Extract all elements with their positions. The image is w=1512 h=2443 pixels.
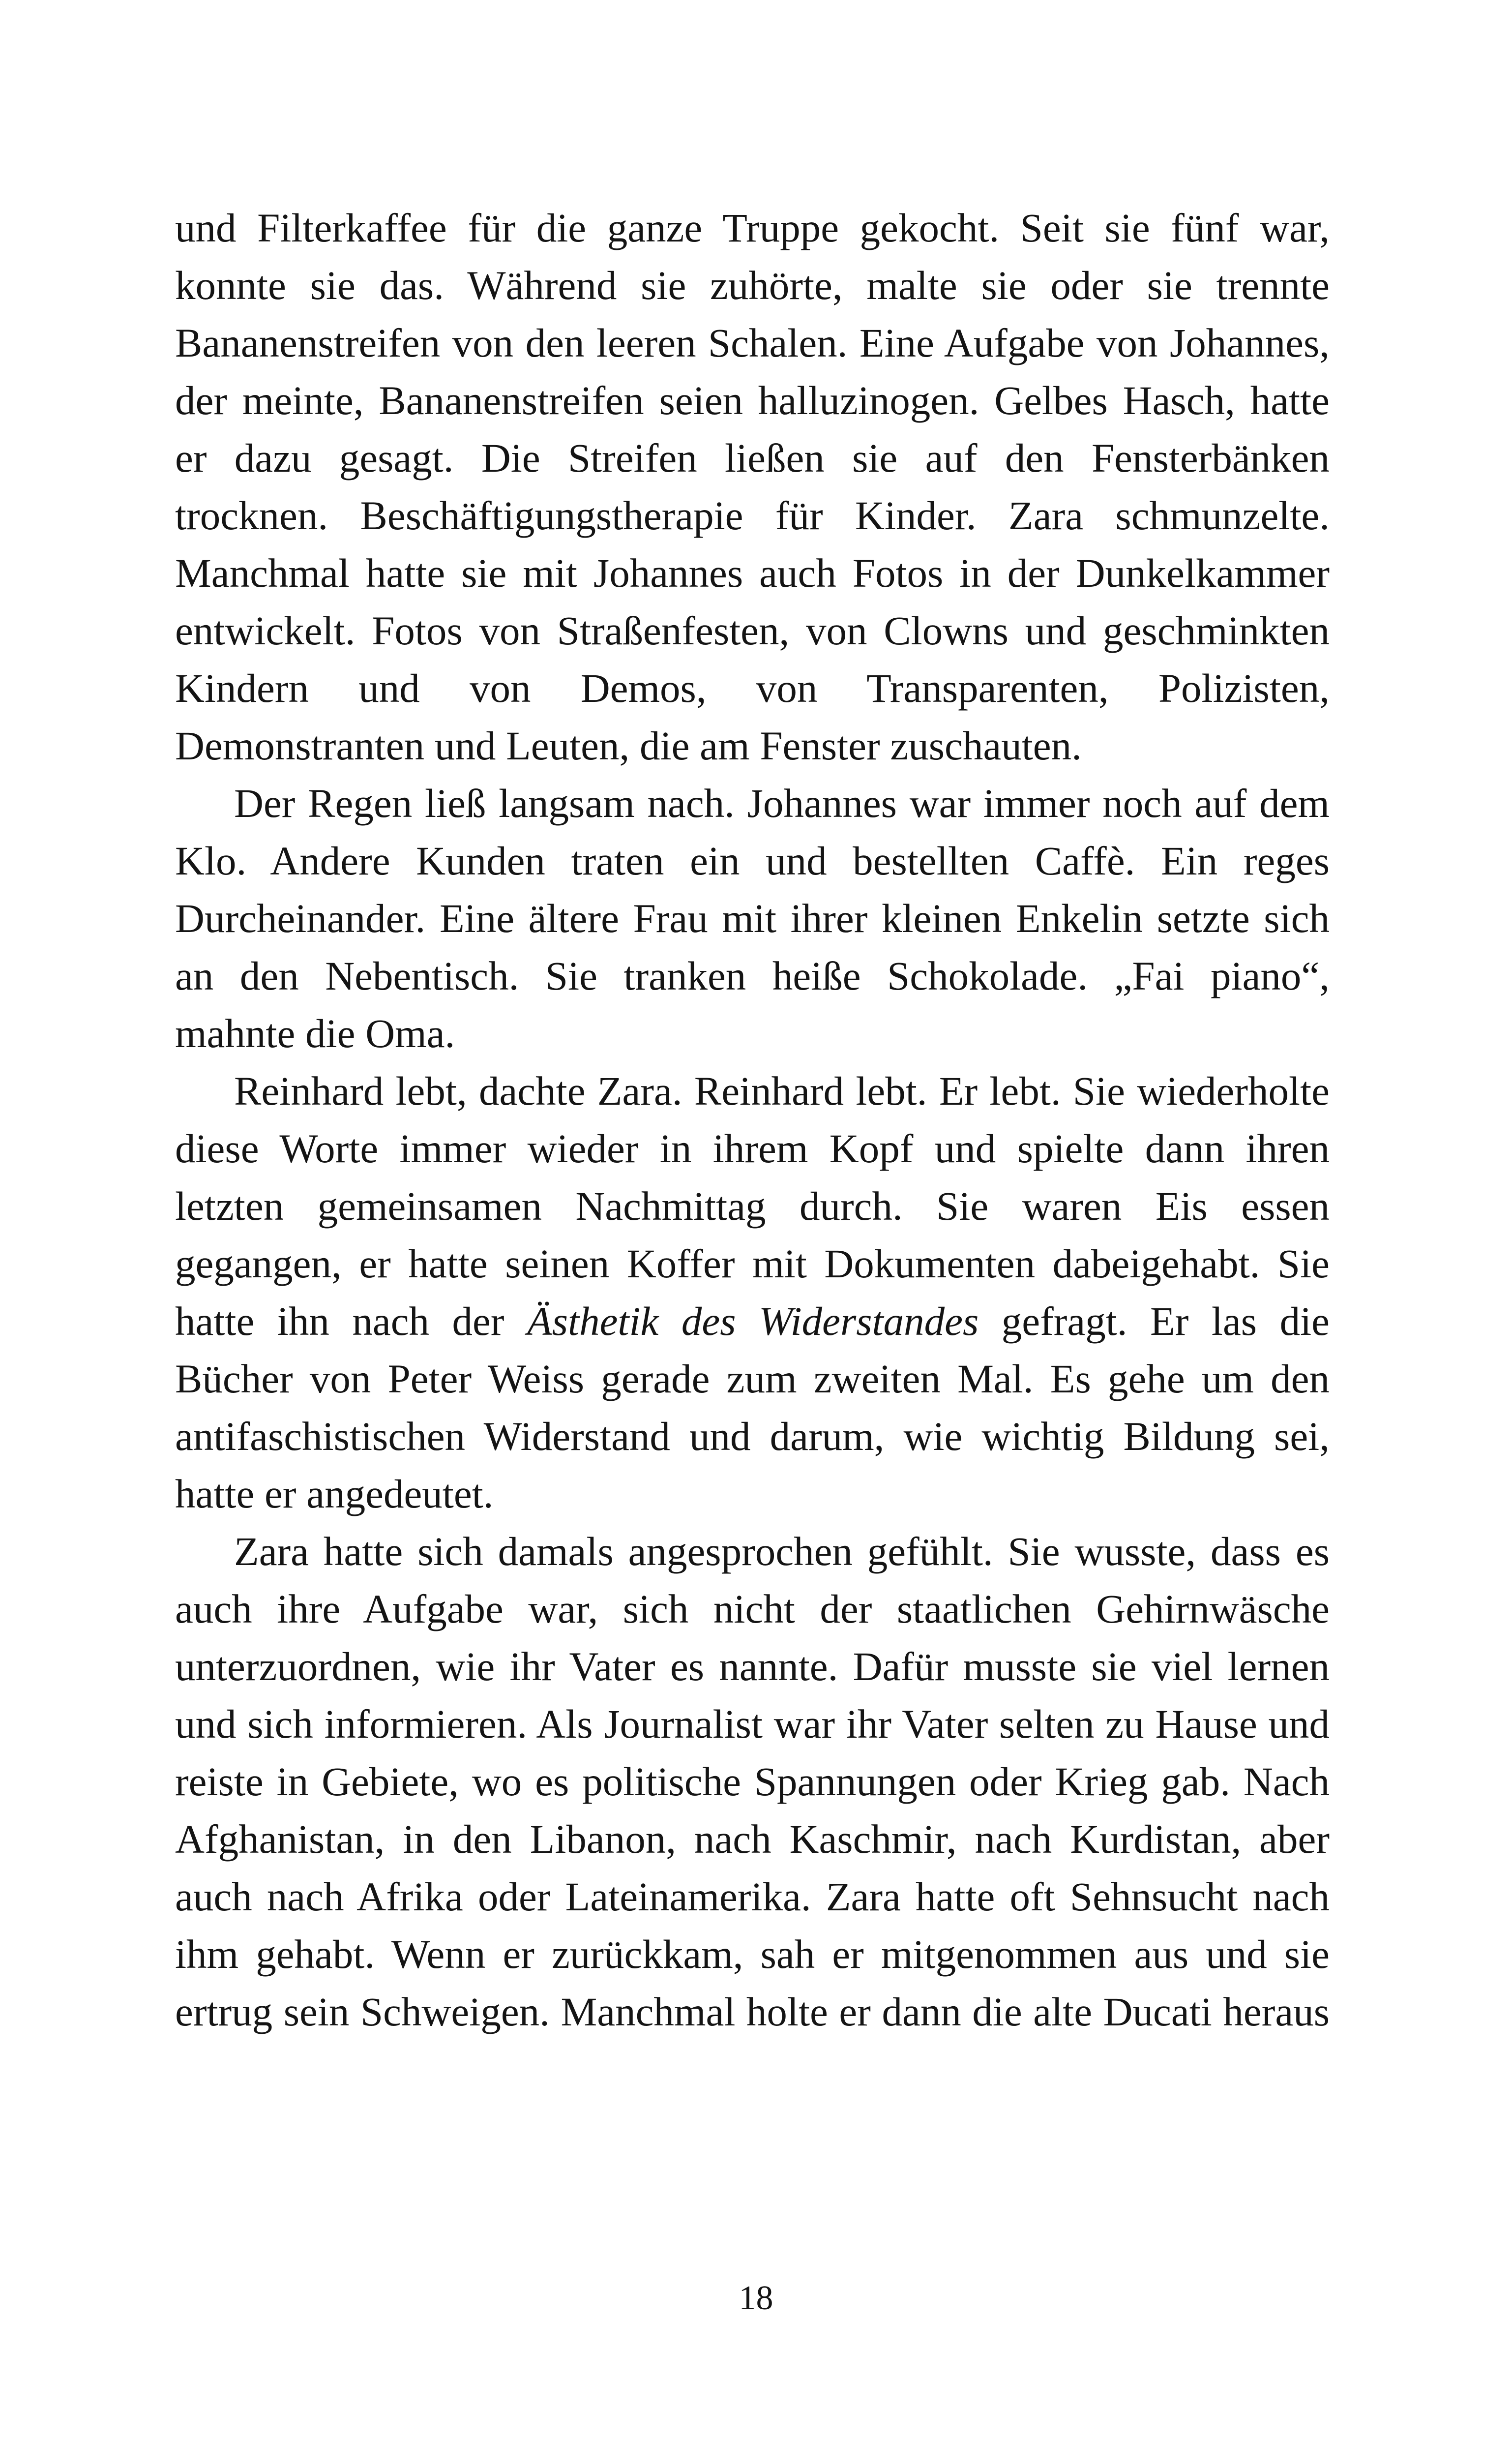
body-text (175, 199, 1330, 2041)
paragraph-2: Der Regen ließ langsam nach. Johannes war immer noch auf dem Klo. Andere Kunden traten ein und bestellten Caffè. Ein reges Durcheinander. Eine ältere Frau mit ihrer kleinen Enkelin setzte sich an den Nebentisch. Sie tranken heiße Schokolade. „Fai piano“, mahnte die Oma. (175, 781, 1330, 1056)
paragraph-1: und Filterkaffee für die ganze Truppe gekocht. Seit sie fünf war, konnte sie das. Während sie zuhörte, malte sie oder sie trennte Bananenstreifen von den leeren Schalen. Eine Aufgabe von Johannes, der meinte, Bananenstreifen seien halluzinogen. Gelbes Hasch, hatte er dazu gesagt. Die Streifen ließen sie auf den Fensterbänken trocknen. Beschäftigungstherapie für Kinder. Zara schmunzelte. Manchmal hatte sie mit Johannes auch Fotos in der Dunkelkammer entwickelt. Fotos von Straßenfesten, von Clowns und geschminkten Kindern und von Demos, von Transparenten, Polizisten, Demonstranten und Leuten, die am Fenster zuschauten. (175, 205, 1330, 768)
book-title-italic: Ästhetik des Widerstandes (527, 1298, 979, 1344)
paragraph-4: Zara hatte sich damals angesprochen gefühlt. Sie wusste, dass es auch ihre Aufgabe war, sich nicht der staatlichen Gehirnwäsche unterzuordnen, wie ihr Vater es nannte. Dafür musste sie viel lernen und sich informieren. Als Journalist war ihr Vater selten zu Hause und reiste in Gebiete, wo es politische Spannungen oder Krieg gab. Nach Afghanistan, in den Libanon, nach Kaschmir, nach Kurdistan, aber auch nach Afrika oder Lateinamerika. Zara hatte oft Sehnsucht nach ihm gehabt. Wenn er zurückkam, sah er mitgenommen aus und sie ertrug sein Schweigen. Manchmal holte er dann die alte Ducati heraus (175, 1529, 1330, 2034)
paragraph-3: Reinhard lebt, dachte Zara. Reinhard lebt. Er lebt. Sie wiederholte diese Worte immer wieder in ihrem Kopf und spielte dann ihren letzten gemeinsamen Nachmittag durch. Sie waren Eis essen gegangen, er hatte seinen Koffer mit Dokumenten dabeigehabt. Sie hatte ihn nach der Ästhetik des Widerstandes gefragt. Er las die Bücher von Peter Weiss gerade zum zweiten Mal. Es gehe um den antifaschistischen Widerstand und darum, wie wichtig Bildung sei, hatte er angedeutet. (175, 1068, 1330, 1516)
page-number: 18 (739, 2279, 773, 2317)
